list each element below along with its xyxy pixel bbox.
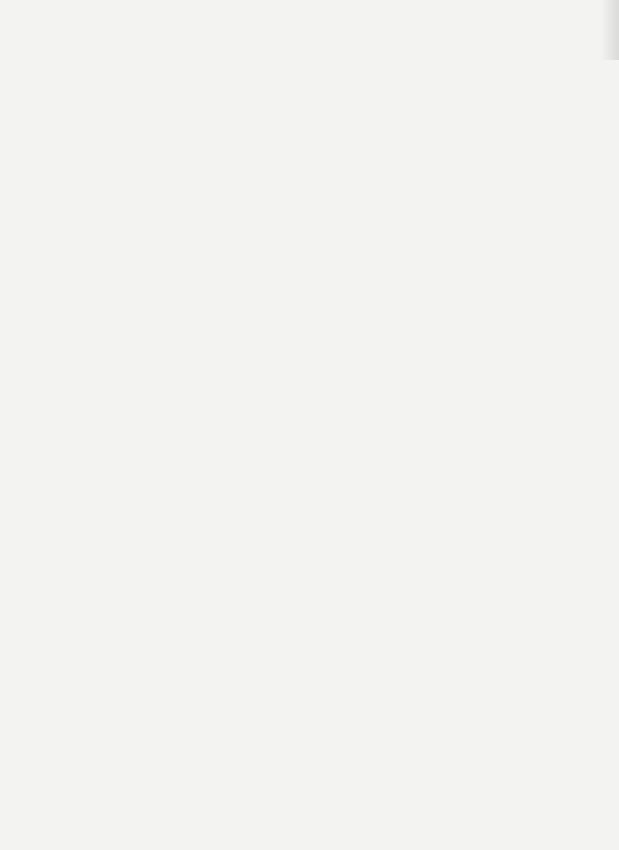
scan-edge-shadow	[601, 0, 619, 60]
